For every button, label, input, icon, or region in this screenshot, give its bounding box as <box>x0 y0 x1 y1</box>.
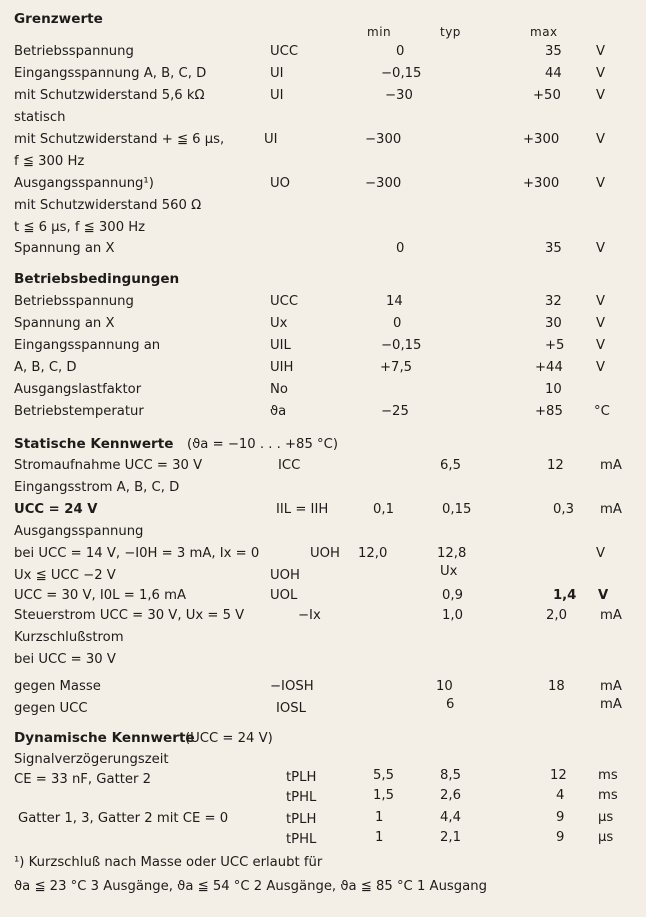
row-min: 0 <box>393 316 402 331</box>
row-max: 18 <box>548 679 565 694</box>
row-label: gegen Masse <box>14 679 101 694</box>
section-title-dynamische-kennwerte: Dynamische Kennwerte <box>14 730 195 746</box>
row-label: A, B, C, D <box>14 360 77 375</box>
row-min: −30 <box>385 88 413 103</box>
row-symbol: UOL <box>270 588 298 603</box>
row-max: +5 <box>545 338 565 353</box>
row-max: 12 <box>547 458 564 473</box>
row-max: +50 <box>533 88 561 103</box>
row-min: −25 <box>381 404 409 419</box>
row-symbol: tPHL <box>286 832 317 847</box>
row-unit: µs <box>598 810 614 825</box>
col-header-max: max <box>530 25 558 39</box>
row-unit: V <box>596 66 606 81</box>
row-label: bei UCC = 30 V <box>14 652 116 667</box>
row-typ: 1,0 <box>442 608 463 623</box>
row-label: Signalverzögerungszeit <box>14 752 169 767</box>
row-max: +300 <box>523 176 560 191</box>
row-symbol: tPHL <box>286 790 317 805</box>
row-unit: V <box>596 338 606 353</box>
row-min: 0 <box>396 241 405 256</box>
row-unit: V <box>596 132 606 147</box>
row-symbol: UOH <box>270 568 300 583</box>
row-unit: V <box>598 588 609 603</box>
row-unit: mA <box>600 679 622 694</box>
row-symbol: tPLH <box>286 770 317 785</box>
row-label: statisch <box>14 110 66 125</box>
row-symbol: IOSL <box>276 701 306 716</box>
row-symbol: UI <box>270 88 284 103</box>
row-label: mit Schutzwiderstand 5,6 kΩ <box>14 88 205 103</box>
row-label: Stromaufnahme UCC = 30 V <box>14 458 203 473</box>
section-condition-dynamische: (UCC = 24 V) <box>185 731 273 746</box>
row-min: −0,15 <box>381 66 422 81</box>
row-symbol: UCC <box>270 44 299 59</box>
row-min: 1,5 <box>373 788 394 803</box>
row-symbol: ICC <box>278 458 301 473</box>
row-label: mit Schutzwiderstand + ≦ 6 µs, <box>14 132 225 147</box>
row-label: Spannung an X <box>14 241 115 256</box>
row-label: Ux ≦ UCC −2 V <box>14 568 116 583</box>
row-max: 9 <box>556 830 565 845</box>
row-label: UCC = 30 V, I0L = 1,6 mA <box>14 588 186 603</box>
row-symbol: UCC <box>270 294 299 309</box>
row-unit: mA <box>600 697 622 712</box>
row-label: bei UCC = 14 V, −I0H = 3 mA, Ix = 0 <box>14 546 260 561</box>
row-typ: 2,1 <box>440 830 461 845</box>
row-symbol: IIL = IIH <box>276 502 329 517</box>
row-symbol: No <box>270 382 288 397</box>
row-typ: 8,5 <box>440 768 461 783</box>
row-label: Spannung an X <box>14 316 115 331</box>
row-min: 1 <box>375 810 384 825</box>
row-unit: V <box>596 44 606 59</box>
col-header-min: min <box>367 25 392 39</box>
row-min: −0,15 <box>381 338 422 353</box>
row-unit: ms <box>598 788 618 803</box>
row-typ: 0,9 <box>442 588 463 603</box>
row-max: 12 <box>550 768 567 783</box>
row-max: 2,0 <box>546 608 567 623</box>
row-min: 1 <box>375 830 384 845</box>
row-unit: °C <box>594 404 610 419</box>
section-title-statische-kennwerte: Statische Kennwerte <box>14 436 174 452</box>
row-unit: mA <box>600 458 622 473</box>
row-symbol: UIL <box>270 338 291 353</box>
row-label: t ≦ 6 µs, f ≦ 300 Hz <box>14 220 146 235</box>
row-max: 30 <box>545 316 562 331</box>
section-title-betriebsbedingungen: Betriebsbedingungen <box>14 271 180 287</box>
row-label: Ausgangsspannung <box>14 524 144 539</box>
row-min: 0 <box>396 44 405 59</box>
row-symbol: UI <box>270 66 284 81</box>
row-typ: 12,8 <box>437 546 467 561</box>
row-max: 32 <box>545 294 562 309</box>
row-symbol: −Ix <box>298 608 321 623</box>
row-symbol: ϑa <box>270 404 287 419</box>
row-max: 10 <box>545 382 562 397</box>
row-max: 9 <box>556 810 565 825</box>
row-symbol: UI <box>264 132 278 147</box>
row-label: Ausgangsspannung¹) <box>14 176 154 191</box>
section-title-grenzwerte: Grenzwerte <box>14 11 103 27</box>
row-unit: mA <box>600 502 622 517</box>
row-typ: 4,4 <box>440 810 461 825</box>
row-unit: V <box>596 241 606 256</box>
row-min: 12,0 <box>358 546 388 561</box>
row-max: +85 <box>535 404 563 419</box>
row-min: 5,5 <box>373 768 394 783</box>
row-unit: V <box>596 176 606 191</box>
row-unit: V <box>596 546 606 561</box>
row-typ: Ux <box>440 564 458 579</box>
row-min: 0,1 <box>373 502 394 517</box>
row-min: −300 <box>365 132 402 147</box>
row-label: Steuerstrom UCC = 30 V, Ux = 5 V <box>14 608 245 623</box>
row-symbol: UO <box>270 176 291 191</box>
row-symbol: UOH <box>310 546 340 561</box>
row-max: 35 <box>545 241 562 256</box>
row-min: 14 <box>386 294 403 309</box>
footnote-line-2: ϑa ≦ 23 °C 3 Ausgänge, ϑa ≦ 54 °C 2 Ausgänge, ϑa ≦ 85 °C 1 Ausgang <box>14 879 487 894</box>
row-label: mit Schutzwiderstand 560 Ω <box>14 198 202 213</box>
row-label: Eingangsstrom A, B, C, D <box>14 480 180 495</box>
row-label: Betriebstemperatur <box>14 404 144 419</box>
col-header-typ: typ <box>440 25 461 39</box>
row-max: +44 <box>535 360 563 375</box>
row-max: 0,3 <box>553 502 574 517</box>
row-max: 4 <box>556 788 565 803</box>
row-typ: 0,15 <box>442 502 472 517</box>
row-typ: 6,5 <box>440 458 461 473</box>
row-label: UCC = 24 V <box>14 502 98 517</box>
row-typ: 10 <box>436 679 453 694</box>
footnote-line-1: ¹) Kurzschluß nach Masse oder UCC erlaubt für <box>14 855 323 870</box>
row-label: f ≦ 300 Hz <box>14 154 85 169</box>
row-symbol: tPLH <box>286 812 317 827</box>
row-label: Kurzschlußstrom <box>14 630 124 645</box>
row-label: Betriebsspannung <box>14 294 134 309</box>
row-typ: 6 <box>446 697 455 712</box>
row-max: 44 <box>545 66 562 81</box>
row-label: Betriebsspannung <box>14 44 134 59</box>
row-label: Ausgangslastfaktor <box>14 382 142 397</box>
row-unit: ms <box>598 768 618 783</box>
row-max: 35 <box>545 44 562 59</box>
row-min: −300 <box>365 176 402 191</box>
row-unit: V <box>596 316 606 331</box>
row-max: 1,4 <box>553 588 577 603</box>
row-label: Gatter 1, 3, Gatter 2 mit CE = 0 <box>18 811 229 826</box>
row-unit: V <box>596 360 606 375</box>
row-label: gegen UCC <box>14 701 88 716</box>
row-typ: 2,6 <box>440 788 461 803</box>
row-symbol: Ux <box>270 316 288 331</box>
section-condition-statische: (ϑa = −10 . . . +85 °C) <box>187 437 338 452</box>
row-unit: V <box>596 88 606 103</box>
row-symbol: −IOSH <box>270 679 314 694</box>
row-label: CE = 33 nF, Gatter 2 <box>14 772 152 787</box>
row-max: +300 <box>523 132 560 147</box>
row-symbol: UIH <box>270 360 294 375</box>
row-label: Eingangsspannung A, B, C, D <box>14 66 207 81</box>
row-unit: mA <box>600 608 622 623</box>
row-min: +7,5 <box>380 360 413 375</box>
row-label: Eingangsspannung an <box>14 338 161 353</box>
row-unit: µs <box>598 830 614 845</box>
row-unit: V <box>596 294 606 309</box>
